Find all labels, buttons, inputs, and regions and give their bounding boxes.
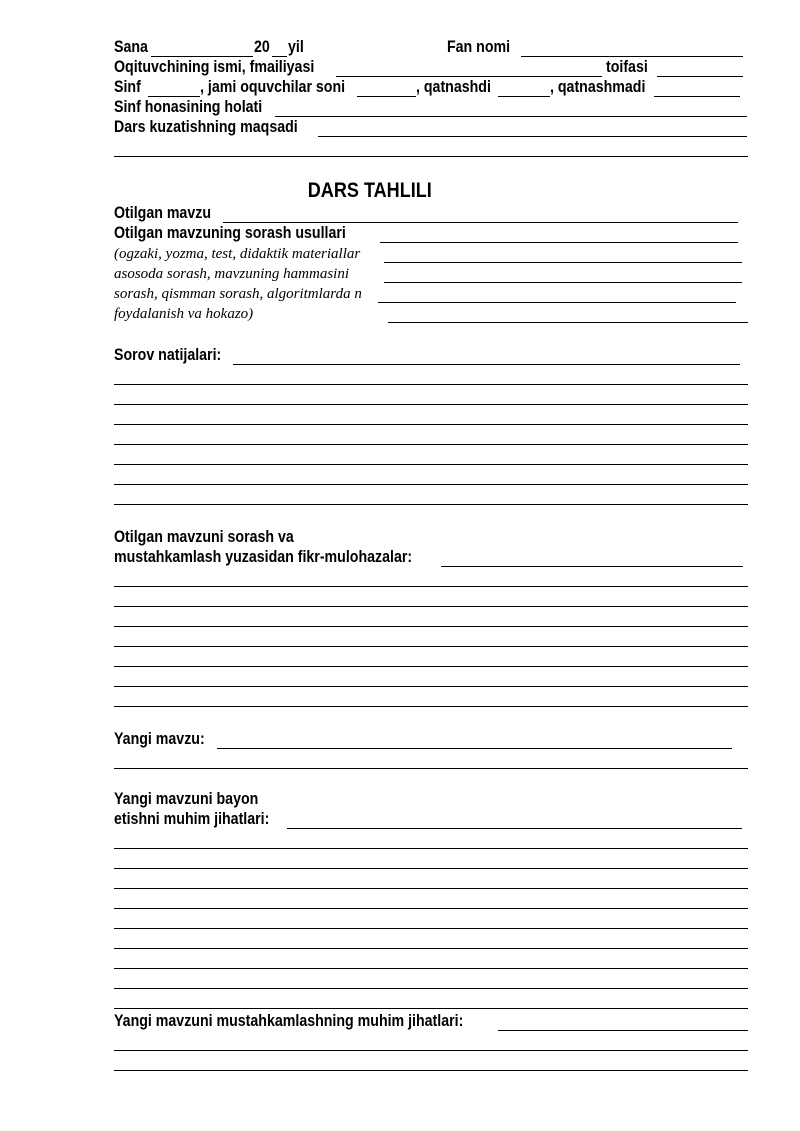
presentation-writing-line[interactable] bbox=[114, 888, 748, 889]
methods-field-line[interactable] bbox=[378, 302, 736, 303]
survey-writing-line[interactable] bbox=[114, 484, 748, 485]
survey-writing-line[interactable] bbox=[114, 404, 748, 405]
feedback-writing-line[interactable] bbox=[114, 646, 748, 647]
total-students-label: , jami oquvchilar soni bbox=[200, 78, 346, 96]
methods-note-line: foydalanish va hokazo) bbox=[114, 306, 254, 322]
purpose-field[interactable] bbox=[318, 136, 747, 137]
survey-writing-line[interactable] bbox=[114, 444, 748, 445]
feedback-label-line1: Otilgan mavzuni sorash va bbox=[114, 528, 294, 546]
feedback-label-line2: mustahkamlash yuzasidan fikr-mulohazalar: bbox=[114, 548, 413, 566]
present-field[interactable] bbox=[498, 96, 550, 97]
year-prefix: 20 bbox=[254, 38, 270, 56]
new-topic-label: Yangi mavzu: bbox=[114, 730, 205, 748]
class-label: Sinf bbox=[114, 78, 141, 96]
reinforcement-label: Yangi mavzuni mustahkamlashning muhim jihatlari: bbox=[114, 1012, 464, 1030]
presentation-writing-line[interactable] bbox=[114, 868, 748, 869]
subject-label: Fan nomi bbox=[447, 38, 511, 56]
presentation-writing-line[interactable] bbox=[114, 968, 748, 969]
presentation-writing-line[interactable] bbox=[114, 948, 748, 949]
presentation-label-line2: etishni muhim jihatlari: bbox=[114, 810, 270, 828]
teacher-label: Oqituvchining ismi, fmailiyasi bbox=[114, 58, 315, 76]
feedback-writing-line[interactable] bbox=[114, 686, 748, 687]
class-state-field[interactable] bbox=[275, 116, 747, 117]
survey-results-field[interactable] bbox=[233, 364, 740, 365]
presentation-field[interactable] bbox=[287, 828, 742, 829]
presentation-writing-line[interactable] bbox=[114, 988, 748, 989]
methods-note-line: sorash, qismman sorash, algoritmlarda n bbox=[114, 286, 362, 302]
presentation-writing-line[interactable] bbox=[114, 908, 748, 909]
survey-writing-line[interactable] bbox=[114, 464, 748, 465]
methods-note-line: asosoda sorash, mavzuning hammasini bbox=[114, 266, 350, 282]
absent-field[interactable] bbox=[654, 96, 740, 97]
purpose-field-extra[interactable] bbox=[114, 156, 748, 157]
feedback-writing-line[interactable] bbox=[114, 606, 748, 607]
feedback-writing-line[interactable] bbox=[114, 586, 748, 587]
methods-field-line[interactable] bbox=[384, 282, 742, 283]
methods-field-line[interactable] bbox=[388, 322, 748, 323]
feedback-writing-line[interactable] bbox=[114, 706, 748, 707]
new-topic-field[interactable] bbox=[217, 748, 732, 749]
page-title: DARS TAHLILI bbox=[307, 179, 432, 202]
methods-field-line[interactable] bbox=[384, 262, 742, 263]
presentation-label-line1: Yangi mavzuni bayon bbox=[114, 790, 259, 808]
reinforcement-writing-line[interactable] bbox=[114, 1050, 748, 1051]
survey-writing-line[interactable] bbox=[114, 384, 748, 385]
feedback-writing-line[interactable] bbox=[114, 666, 748, 667]
presentation-writing-line[interactable] bbox=[114, 848, 748, 849]
survey-writing-line[interactable] bbox=[114, 504, 748, 505]
category-label: toifasi bbox=[606, 58, 648, 76]
presentation-writing-line[interactable] bbox=[114, 928, 748, 929]
purpose-label: Dars kuzatishning maqsadi bbox=[114, 118, 298, 136]
previous-topic-label: Otilgan mavzu bbox=[114, 204, 211, 222]
reinforcement-field[interactable] bbox=[498, 1030, 748, 1031]
survey-results-label: Sorov natijalari: bbox=[114, 346, 222, 364]
class-state-label: Sinf honasining holati bbox=[114, 98, 263, 116]
total-students-field[interactable] bbox=[357, 96, 416, 97]
survey-writing-line[interactable] bbox=[114, 424, 748, 425]
absent-label: , qatnashmadi bbox=[550, 78, 646, 96]
feedback-writing-line[interactable] bbox=[114, 626, 748, 627]
year-suffix: yil bbox=[288, 38, 304, 56]
methods-note-line: (ogzaki, yozma, test, didaktik materiallar bbox=[114, 246, 361, 262]
feedback-field[interactable] bbox=[441, 566, 743, 567]
present-label: , qatnashdi bbox=[416, 78, 491, 96]
category-field[interactable] bbox=[657, 76, 743, 77]
presentation-writing-line[interactable] bbox=[114, 1008, 748, 1009]
methods-label: Otilgan mavzuning sorash usullari bbox=[114, 224, 346, 242]
methods-field[interactable] bbox=[380, 242, 738, 243]
new-topic-field-extra[interactable] bbox=[114, 768, 748, 769]
date-label: Sana bbox=[114, 38, 148, 56]
reinforcement-writing-line[interactable] bbox=[114, 1070, 748, 1071]
